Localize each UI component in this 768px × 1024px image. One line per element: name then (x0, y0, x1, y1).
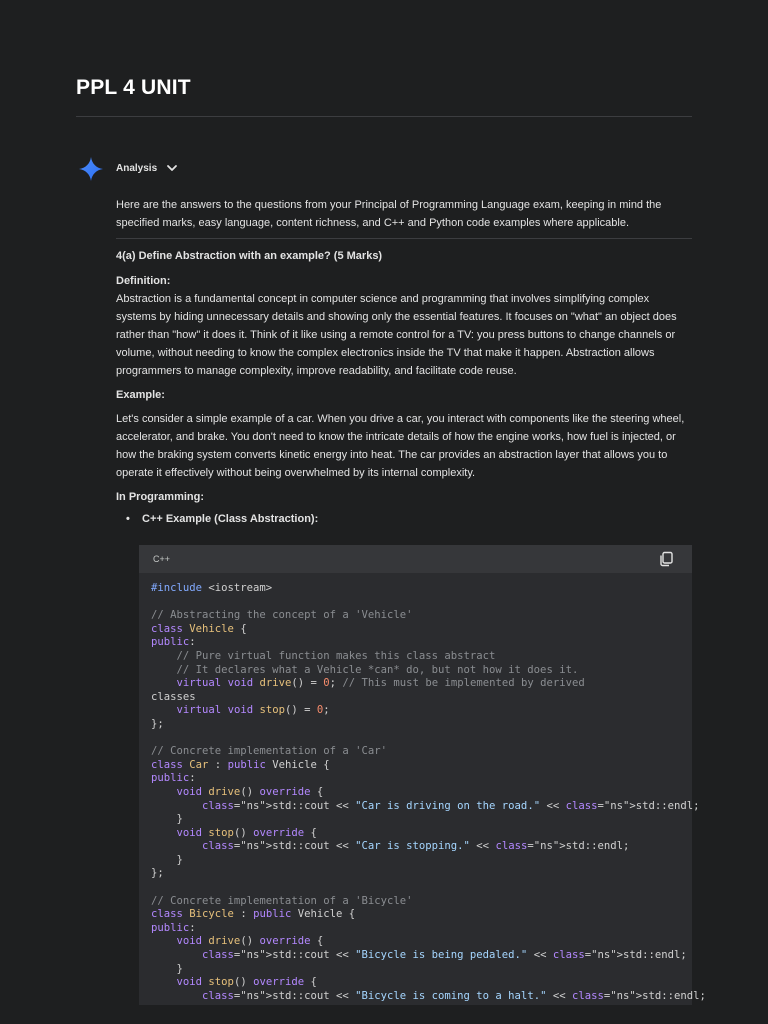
code-line: classes (151, 690, 196, 703)
code-line: class="ns">std::cout (202, 989, 330, 1002)
definition-heading: Definition: (116, 275, 171, 287)
document-title: PPL 4 UNIT (76, 76, 191, 99)
code-line: }; (151, 717, 164, 730)
code-line: // Pure virtual function makes this class abstract (176, 649, 496, 662)
code-line: void stop() override { (176, 826, 317, 839)
section-divider (116, 238, 692, 239)
code-block-header (139, 545, 692, 573)
response-content (116, 196, 692, 528)
list-item (126, 510, 692, 528)
programming-heading: In Programming: (116, 491, 205, 503)
code-line: public: (151, 921, 196, 934)
definition-paragraph: Abstraction is a fundamental concept in computer science and programming that involves simplifying complex systems by hiding unnecessary details and showing only the essential features. It focuses on "what" an object does rather than "how" it does it. Think of it like using a remote control for a TV: you press buttons to change channels or volume, without needing to know the complex electronics inside the TV that make it happen. Abstraction allows programmers to manage complexity, improve readability, and facilitate code reuse. (116, 293, 677, 377)
code-content: #include <iostream> // Abstracting the concept of a 'Vehicle' class Vehicle { public: // Pure virtual function makes this class abstract // It declares what a Vehicle *can* do, but not how it does it. virtual void drive() = 0; // This must be implemented by derived classes virtual void stop() = 0; }; // Concrete implementation of a 'Car' class Car : public Vehicle { public: void drive() override { class="ns">std::cout << "Car is driving on the road." << class="ns">std::endl; } void stop() override { class="ns">std::cout << "Car is stopping." << class="ns">std::endl; } }; // Concrete implementation of a 'Bicycle' class Bicycle : public Vehicle { public: void drive() override { class="ns">std::cout << "Bicycle is being pedaled." << class="ns">std::endl; } void stop() override { class="ns">std::cout << "Bicycle is coming to a halt." << class="ns">std::endl; (151, 582, 706, 1002)
code-line: void drive() override { (176, 785, 324, 798)
code-line: virtual void stop() = 0; (176, 704, 330, 717)
code-line: class Car : public Vehicle { (151, 758, 330, 771)
intro-paragraph: Here are the answers to the questions from your Principal of Programming Language exam, keeping in mind the specified marks, easy language, content richness, and C++ and Python code examples where applicable. (116, 199, 662, 229)
code-line: // Concrete implementation of a 'Bicycle' (151, 894, 413, 907)
code-line: class Bicycle : public Vehicle { (151, 908, 356, 921)
gemini-sparkle-icon (79, 157, 103, 181)
code-line: // Abstracting the concept of a 'Vehicle' (151, 609, 413, 622)
code-line: class="ns">std::cout (202, 949, 330, 962)
code-line: class="ns">std::cout (202, 840, 330, 853)
code-line: class="ns">std::cout (202, 799, 330, 812)
question-heading: 4(a) Define Abstraction with an example? (5 Marks) (116, 250, 383, 262)
code-line: } (151, 962, 183, 975)
code-line: }; (151, 867, 164, 880)
code-line: // It declares what a Vehicle *can* do, but not how it does it. (176, 663, 579, 676)
code-line: #include <iostream> (151, 582, 273, 594)
code-line: void drive() override { (176, 935, 324, 948)
code-line: } (151, 853, 183, 866)
copy-icon[interactable] (658, 551, 674, 567)
analysis-label: Analysis (116, 162, 158, 174)
example-heading: Example: (116, 389, 165, 401)
bullet-dot: • (126, 513, 130, 525)
code-block (139, 545, 706, 1005)
bullet-label: C++ Example (Class Abstraction): (142, 513, 319, 525)
code-line: } (151, 813, 183, 826)
code-line: class Vehicle { (151, 622, 247, 635)
analysis-toggle[interactable] (116, 161, 179, 175)
chevron-down-icon (165, 161, 179, 175)
code-line: // Concrete implementation of a 'Car' (151, 745, 387, 758)
code-line: void stop() override { (176, 976, 317, 989)
title-divider (76, 116, 692, 117)
code-language-label: C++ (153, 554, 171, 564)
example-paragraph: Let's consider a simple example of a car. When you drive a car, you interact with components like the steering wheel, accelerator, and brake. You don't need to know the intricate details of how the engine works, how fuel is injected, or how the braking system converts kinetic energy into heat. The car provides an abstraction layer that allows you to operate it effectively without being overwhelmed by its internal complexity. (116, 413, 685, 479)
code-line: virtual void drive() = 0; // This must be implemented by derived (176, 677, 585, 690)
code-line: public: (151, 772, 196, 785)
code-line: public: (151, 636, 196, 649)
